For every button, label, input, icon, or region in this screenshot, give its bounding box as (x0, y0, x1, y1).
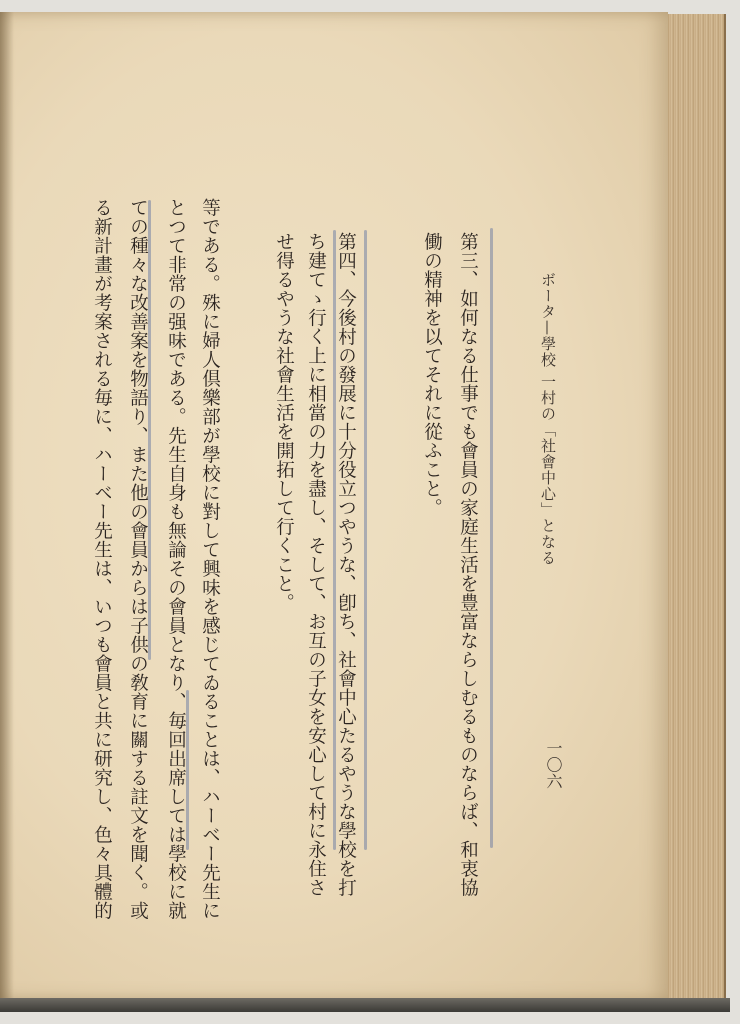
pencil-mark (364, 230, 367, 850)
book-bottom-edge (0, 998, 730, 1012)
text-column-7: とつて非常の强味である。先生自身も無論その會員となり、毎回出席しては學校に就 (165, 198, 187, 920)
text-column-3: 第四、今後村の發展に十分役立つやうな、卽ち、社會中心たるやうな學校を打 (335, 232, 357, 897)
text-column-4: ち建てゝ行く上に相當の力を盡し、そして、お互の子女を安心して村に永住さ (305, 232, 327, 897)
text-column-8: ての種々な改善案を物語り、また他の會員からは子供の敎育に關する註文を聞く。或 (127, 198, 149, 920)
text-column-5: せ得るやうな社會生活を開拓して行くこと。 (273, 232, 295, 612)
page-number: 一〇六 (544, 740, 563, 790)
pencil-mark (490, 228, 493, 848)
text-column-1: 第三、如何なる仕事でも會員の家庭生活を豊富ならしむるものならば、和衷協 (457, 232, 479, 897)
spine-shadow (0, 12, 14, 1000)
text-column-6: 等である。殊に婦人倶樂部が學校に對して興味を感じてゐることは、ハーベー先生に (199, 198, 221, 920)
text-column-9: る新計畫が考案される毎に、ハーベー先生は、いつも會員と共に研究し、色々具體的 (91, 198, 113, 920)
running-head: ボータ—學校 一村の「社會中心」となる (539, 272, 557, 566)
text-column-2: 働の精神を以てそれに從ふこと。 (421, 232, 443, 517)
